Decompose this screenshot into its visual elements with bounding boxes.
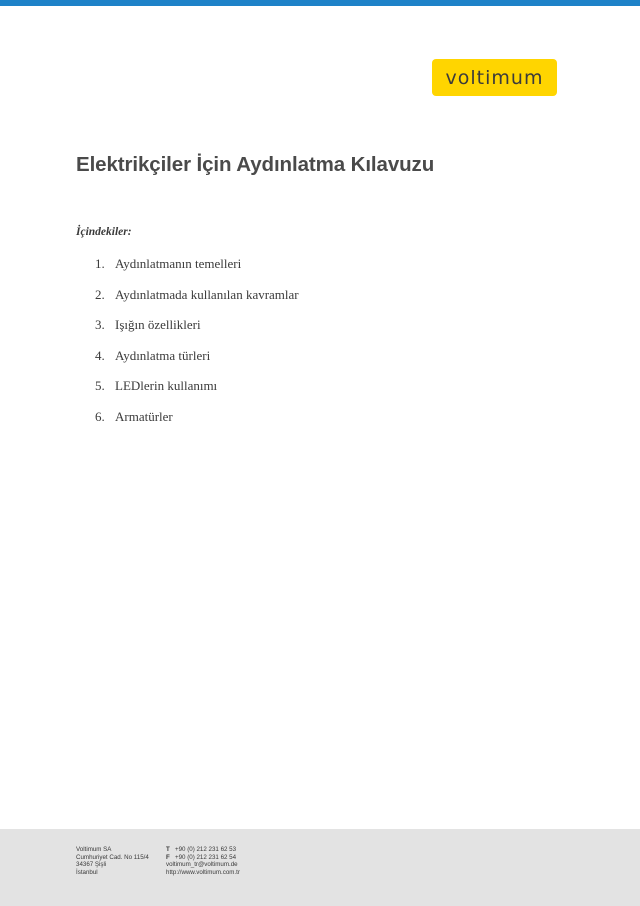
footer-company: Voltimum SA bbox=[76, 846, 112, 853]
toc-item-label: Işığın özellikleri bbox=[115, 317, 201, 333]
footer-website[interactable]: http://www.voltimum.com.tr bbox=[166, 868, 240, 876]
footer-street: Cumhuriyet Cad. No 115/4 bbox=[76, 853, 149, 861]
footer-fax: +90 (0) 212 231 62 54 bbox=[175, 853, 237, 861]
footer-email[interactable]: voltimum_tr@voltimum.de bbox=[166, 861, 238, 869]
footer bbox=[0, 829, 640, 906]
toc-item-number: 1. bbox=[95, 256, 105, 271]
toc-item-label: Aydınlatmanın temelleri bbox=[115, 256, 242, 271]
toc-item-label: Armatürler bbox=[115, 408, 173, 424]
toc-item-number: 4. bbox=[95, 347, 105, 363]
footer-contact bbox=[166, 846, 240, 876]
toc-item-label: Aydınlatmada kullanılan kavramlar bbox=[115, 286, 299, 302]
footer-district: 34367 Şişli bbox=[76, 861, 107, 869]
voltimum-logo bbox=[432, 59, 557, 96]
footer-fax-line bbox=[166, 854, 240, 862]
phone-key: T bbox=[166, 846, 170, 853]
toc-item-number: 6. bbox=[95, 408, 105, 424]
toc-item-label: LEDlerin kullanımı bbox=[115, 378, 218, 394]
toc-item-label: Aydınlatma türleri bbox=[115, 347, 211, 363]
footer-phone-line bbox=[166, 846, 240, 854]
footer-address bbox=[76, 846, 149, 876]
document-title: Elektrikçiler İçin Aydınlatma Kılavuzu bbox=[76, 153, 435, 176]
toc-item-number: 2. bbox=[95, 286, 105, 302]
toc-heading: İçindekiler: bbox=[76, 226, 132, 238]
fax-key: F bbox=[166, 853, 170, 861]
toc-item-number: 5. bbox=[95, 378, 105, 394]
logo-text: voltimum bbox=[445, 66, 544, 89]
footer-city: İstanbul bbox=[76, 868, 98, 876]
footer-phone: +90 (0) 212 231 62 53 bbox=[175, 846, 237, 853]
toc-item-number: 3. bbox=[95, 317, 105, 333]
top-accent-bar bbox=[0, 0, 640, 6]
